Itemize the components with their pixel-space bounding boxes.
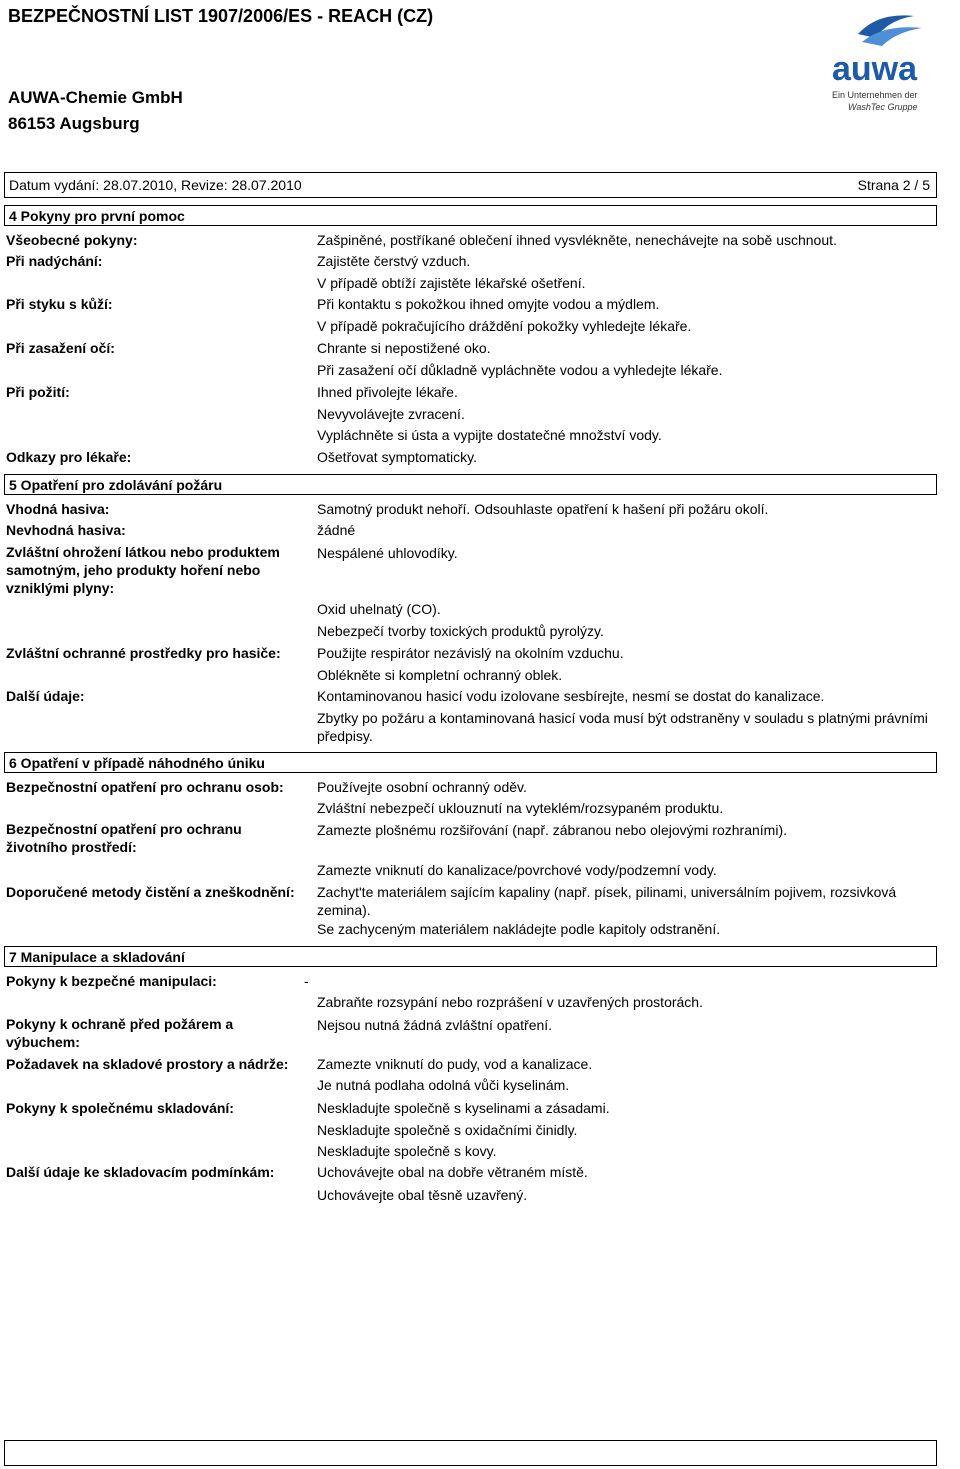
inhalation-text: V případě obtíží zajistěte lékařské ošetření. — [317, 275, 586, 291]
joint-storage-text: Neskladujte společně s kovy. — [317, 1143, 497, 1159]
skin-label: Při styku s kůží: — [6, 296, 113, 312]
eye-text: Při zasažení očí důkladně vypláchněte vodou a vyhledejte lékaře. — [317, 362, 723, 378]
ingestion-text: Ihned přivolejte lékaře. — [317, 384, 458, 400]
storage-label: Požadavek na skladové prostory a nádrže: — [6, 1056, 289, 1072]
storage-conditions-label: Další údaje ke skladovacím podmínkám: — [6, 1164, 275, 1180]
handling-dash: - — [304, 973, 309, 989]
unsuitable-text: žádné — [317, 522, 356, 538]
logo-word: auwa — [832, 50, 918, 88]
ingestion-text: Vypláchněte si ústa a vypijte dostatečné množství vody. — [317, 427, 662, 443]
eye-text: Chrante si nepostižené oko. — [317, 340, 491, 356]
fire-protection-text: Nejsou nutná žádná zvláštní opatření. — [317, 1017, 553, 1033]
ingestion-text: Nevyvolávejte zvracení. — [317, 406, 465, 422]
environment-text: Zamezte plošnému rozšiřování (např. zábranou nebo olejovými rozhraními). — [317, 822, 787, 838]
company-city: 86153 Augsburg — [8, 114, 140, 133]
personal-precautions-text: Zvláštní nebezpečí uklouznutí na vyteklém/rozsypaném produktu. — [317, 800, 724, 816]
environment-label: Bezpečnostní opatření pro ochranu životního prostředí: — [6, 821, 242, 855]
footer-box — [4, 1440, 937, 1466]
hazard-text: Nebezpečí tvorby toxických produktů pyrolýzy. — [317, 623, 604, 639]
handling-label: Pokyny k bezpečné manipulaci: — [6, 973, 217, 989]
handling-text: Zabraňte rozsypání nebo rozprášení v uzavřených prostorách. — [317, 994, 703, 1010]
page-number: Strana 2 / 5 — [857, 177, 930, 193]
logo-tagline-2: WashTec Gruppe — [848, 102, 918, 112]
protective-text: Oblékněte si kompletní ochranný oblek. — [317, 667, 563, 683]
unsuitable-label: Nevhodná hasiva: — [6, 522, 126, 538]
cleanup-label: Doporučené metody čistění a zneškodnění: — [6, 884, 295, 900]
hazard-label: Zvláštní ohrožení látkou nebo produktem samotným, jeho produkty hoření nebo vzniklými plyny: — [6, 544, 280, 596]
joint-storage-text: Neskladujte společně s oxidačními činidly. — [317, 1122, 578, 1138]
wave-icon — [818, 4, 950, 124]
joint-storage-text: Neskladujte společně s kyselinami a zásadami. — [317, 1100, 610, 1116]
section-title: 6 Opatření v případě náhodného úniku — [9, 755, 265, 771]
storage-text: Je nutná podlaha odolná vůči kyselinám. — [317, 1077, 570, 1093]
joint-storage-label: Pokyny k společnému skladování: — [6, 1100, 234, 1116]
issue-dates: Datum vydání: 28.07.2010, Revize: 28.07.2010 — [9, 177, 302, 193]
doctor-text: Ošetřovat symptomaticky. — [317, 449, 478, 465]
storage-conditions-text: Uchovávejte obal na dobře větraném místě. — [317, 1164, 588, 1180]
personal-precautions-label: Bezpečnostní opatření pro ochranu osob: — [6, 779, 284, 795]
further-label: Další údaje: — [6, 688, 85, 704]
environment-text: Zamezte vniknutí do kanalizace/povrchové vody/podzemní vody. — [317, 862, 717, 878]
document-title: BEZPEČNOSTNÍ LIST 1907/2006/ES - REACH (CZ) — [8, 6, 434, 26]
inhalation-text: Zajistěte čerstvý vzduch. — [317, 253, 471, 269]
skin-text: V případě pokračujícího dráždění pokožky vyhledejte lékaře. — [317, 318, 692, 334]
suitable-text: Samotný produkt nehoří. Odsouhlaste opatření k hašení při požáru okolí. — [317, 501, 769, 517]
section-6-header — [4, 752, 937, 773]
fire-protection-label: Pokyny k ochraně před požárem a výbuchem: — [6, 1016, 234, 1050]
general-label: Všeobecné pokyny: — [6, 232, 138, 248]
protective-label: Zvláštní ochranné prostředky pro hasiče: — [6, 645, 281, 661]
further-text: Zbytky po požáru a kontaminovaná hasicí voda musí být odstraněny v souladu s platnými právními předpisy. — [317, 710, 928, 744]
hazard-text: Oxid uhelnatý (CO). — [317, 601, 441, 617]
ingestion-label: Při požití: — [6, 384, 70, 400]
storage-conditions-text: Uchovávejte obal těsně uzavřený. — [317, 1187, 528, 1203]
suitable-label: Vhodná hasiva: — [6, 501, 110, 517]
general-text: Zašpiněné, postříkané oblečení ihned vysvlékněte, nenechávejte na sobě uschnout. — [317, 232, 837, 248]
cleanup-text: Zachyt'te materiálem sajícím kapaliny (např. písek, pilinami, universálním pojivem, rozsivková zemina). — [317, 884, 897, 918]
logo-tagline-1: Ein Unternehmen der — [832, 90, 918, 100]
further-text: Kontaminovanou hasicí vodu izolovane sesbírejte, nesmí se dostat do kanalizace. — [317, 688, 825, 704]
storage-text: Zamezte vniknutí do pudy, vod a kanalizace. — [317, 1056, 593, 1072]
info-bar — [4, 172, 937, 198]
section-5-header — [4, 474, 937, 495]
inhalation-label: Při nadýchání: — [6, 253, 103, 269]
company-name: AUWA-Chemie GmbH — [8, 88, 183, 107]
hazard-text: Nespálené uhlovodíky. — [317, 545, 458, 561]
section-title: 4 Pokyny pro první pomoc — [9, 208, 185, 224]
eye-label: Při zasažení očí: — [6, 340, 115, 356]
section-7-header — [4, 946, 937, 967]
protective-text: Použijte respirátor nezávislý na okolním vzduchu. — [317, 645, 624, 661]
section-title: 5 Opatření pro zdolávání požáru — [9, 477, 223, 493]
doctor-label: Odkazy pro lékaře: — [6, 449, 132, 465]
auwa-logo — [818, 4, 950, 124]
personal-precautions-text: Používejte osobní ochranný oděv. — [317, 779, 527, 795]
section-4-header — [4, 205, 937, 226]
skin-text: Při kontaktu s pokožkou ihned omyjte vodou a mýdlem. — [317, 296, 660, 312]
cleanup-text: Se zachyceným materiálem nakládejte podle kapitoly odstranění. — [317, 921, 721, 937]
section-title: 7 Manipulace a skladování — [9, 949, 185, 965]
